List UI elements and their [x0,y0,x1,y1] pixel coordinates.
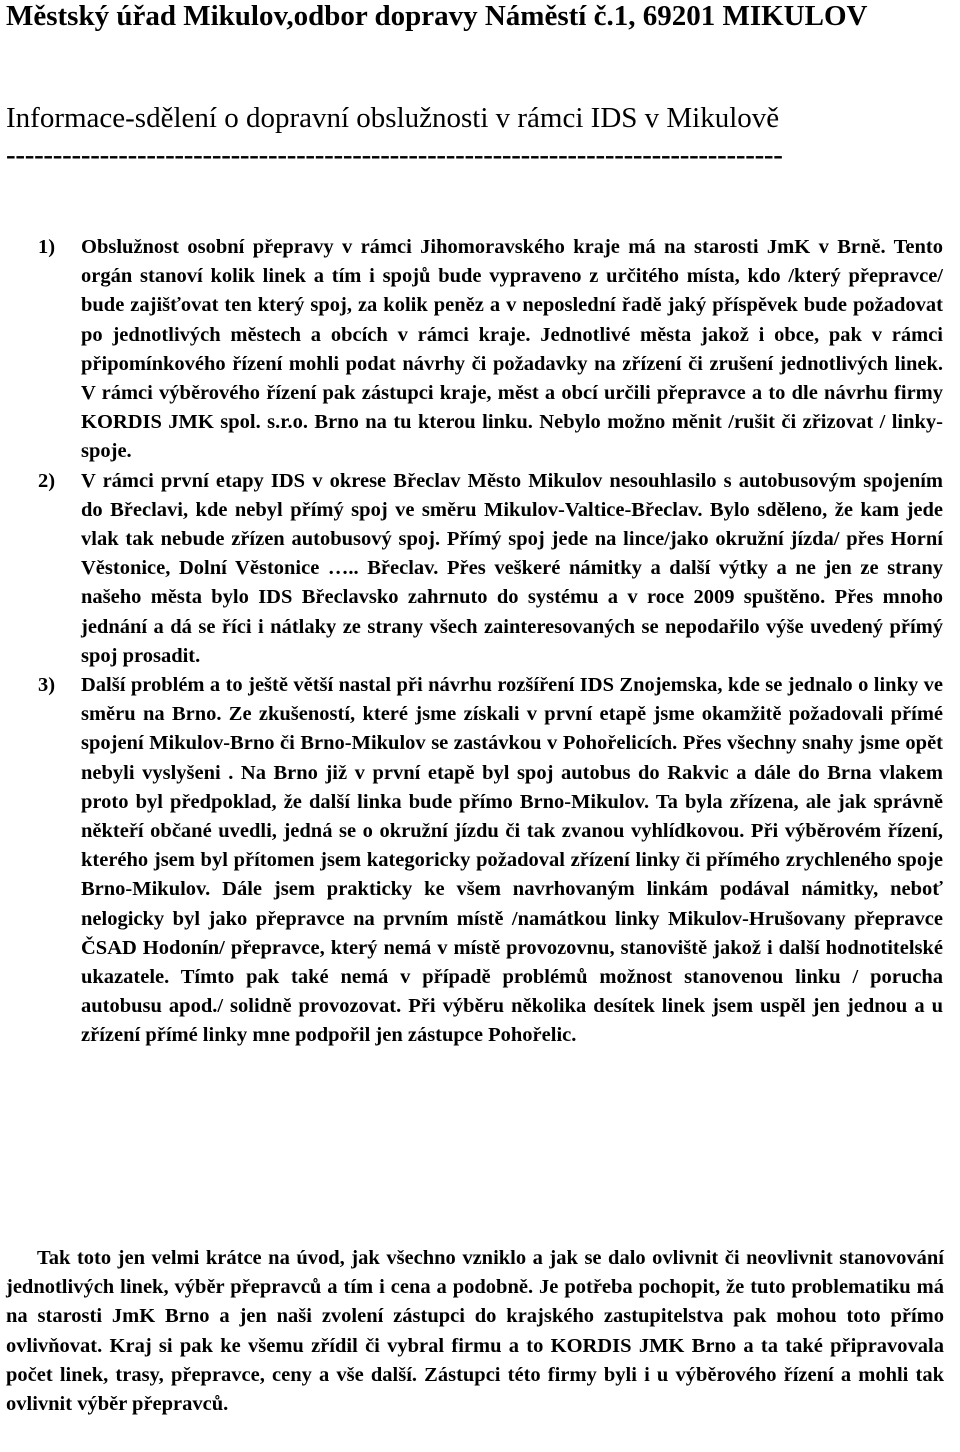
closing-paragraph: Tak toto jen velmi krátce na úvod, jak všechno vzniklo a jak se dalo ovlivnit či neovlivnit stanovování jednotlivých linek, výběr přepravců a tím i cena a podobně. Je potřeba pochopit, že tuto problematiku má na starosti JmK Brno a jen naši zvolení zástupci do krajského zastupitelstva pak mohou toto přímo ovlivňovat. Kraj si pak ke všemu zřídil či vybral firmu a to KORDIS JMK Brno a ta také připravovala počet linek, trasy, přepravce, ceny a vše další. Zástupci této firmy byli i u výběrového řízení a mohli tak ovlivnit výběr přepravců. [6,1247,944,1416]
office-header: Městský úřad Mikulov,odbor dopravy Náměstí č.1, 69201 MIKULOV [6,0,868,32]
list-text-2: V rámci první etapy IDS v okrese Břeclav Město Mikulov nesouhlasilo s autobusovým spojením do Břeclavi, kde nebyl přímý spoj ve směru Mikulov-Valtice-Břeclav. Bylo sděleno, že kam jede vlak tak nebude zřízen autobusový spoj. Přímý spoj jede na lince/jako okružní jízda/ přes Horní Věstonice, Dolní Věstonice ….. Břeclav. Přes veškeré námitky a další výtky a ne jen ze strany našeho města bylo IDS Břeclavsko zahrnuto do systému a v roce 2009 spuštěno. Přes mnoho jednání a dá se říci i nátlaky ze strany všech zainteresovaných se nepodařilo výše uvedený přímý spoj prosadit. [81,469,943,667]
list-number-2: 2) [38,469,56,492]
separator-line: ----------------------------------------------------------------------------------- [6,139,783,171]
list-item-2 [0,467,943,671]
list-item-1 [0,233,943,467]
list-text-1: Obslužnost osobní přepravy v rámci Jihomoravského kraje má na starosti JmK v Brně. Tento orgán stanoví kolik linek a tím i spojů bude vypraveno z určitého místa, kdo /který přepravce/ bude zajišťovat ten který spoj, za kolik peněz a v neposlední řadě jaký příspěvek bude požadovat po jednotlivých městech a obcích v rámci kraje. Jednotlivé města jakož i obce, pak v rámci připomínkového řízení mohli podat návrhy či požadavky na zřízení či zrušení jednotlivých linek. V rámci výběrového řízení pak zástupci kraje, měst a obcí určili přepravce a to dle návrhu firmy KORDIS JMK spol. s.r.o. Brno na tu kterou linku. Nebylo možno měnit /rušit či zřizovat / linky-spoje. [81,236,943,463]
list-text-3: Další problém a to ještě větší nastal při návrhu rozšíření IDS Znojemska, kde se jednalo o linky ve směru na Brno. Ze zkušeností, které jsme získali v první etapě jsme okamžitě požadovali přímé spojení Mikulov-Brno či Brno-Mikulov se zastávkou v Pohořelicích. Přes všechny snahy jsme opět nebyli vyslyšeni . Na Brno již v první etapě byl spoj autobus do Rakvic a dále do Brna vlakem proto byl předpoklad, že další linka bude přímo Brno-Mikulov. Ta byla zřízena, ale jak správně někteří občané uvedli, jedná se o okružní jízdu či tak zvanou vyhlídkovou. Při výběrovém řízení, kterého jsem byl přítomen jsem kategoricky požadoval zřízení linky či přímého zrychleného spoje Brno-Mikulov. Dále jsem prakticky ke všem navrhovaným linkám podával námitky, neboť nelogicky byl jako přepravce na prvním místě /namátkou linky Mikulov-Hrušovany přepravce ČSAD Hodonín/ přepravce, který nemá v místě provozovnu, stanoviště jakož i další hodnotitelské ukazatele. Tímto pak také nemá v případě problémů možnost stanovenou linku / porucha autobusu apod./ solidně provozovat. Při výběru několika desítek linek jsem uspěl jen jednou a u zřízení přímé linky mne podpořil jen zástupce Pohořelic. [81,674,943,1047]
list-number-1: 1) [38,236,56,258]
document-title: Informace-sdělení o dopravní obslužnosti v rámci IDS v Mikulově [6,102,780,134]
list-item-3 [0,671,943,1051]
numbered-list [0,233,960,1051]
list-number-3: 3) [38,674,56,697]
